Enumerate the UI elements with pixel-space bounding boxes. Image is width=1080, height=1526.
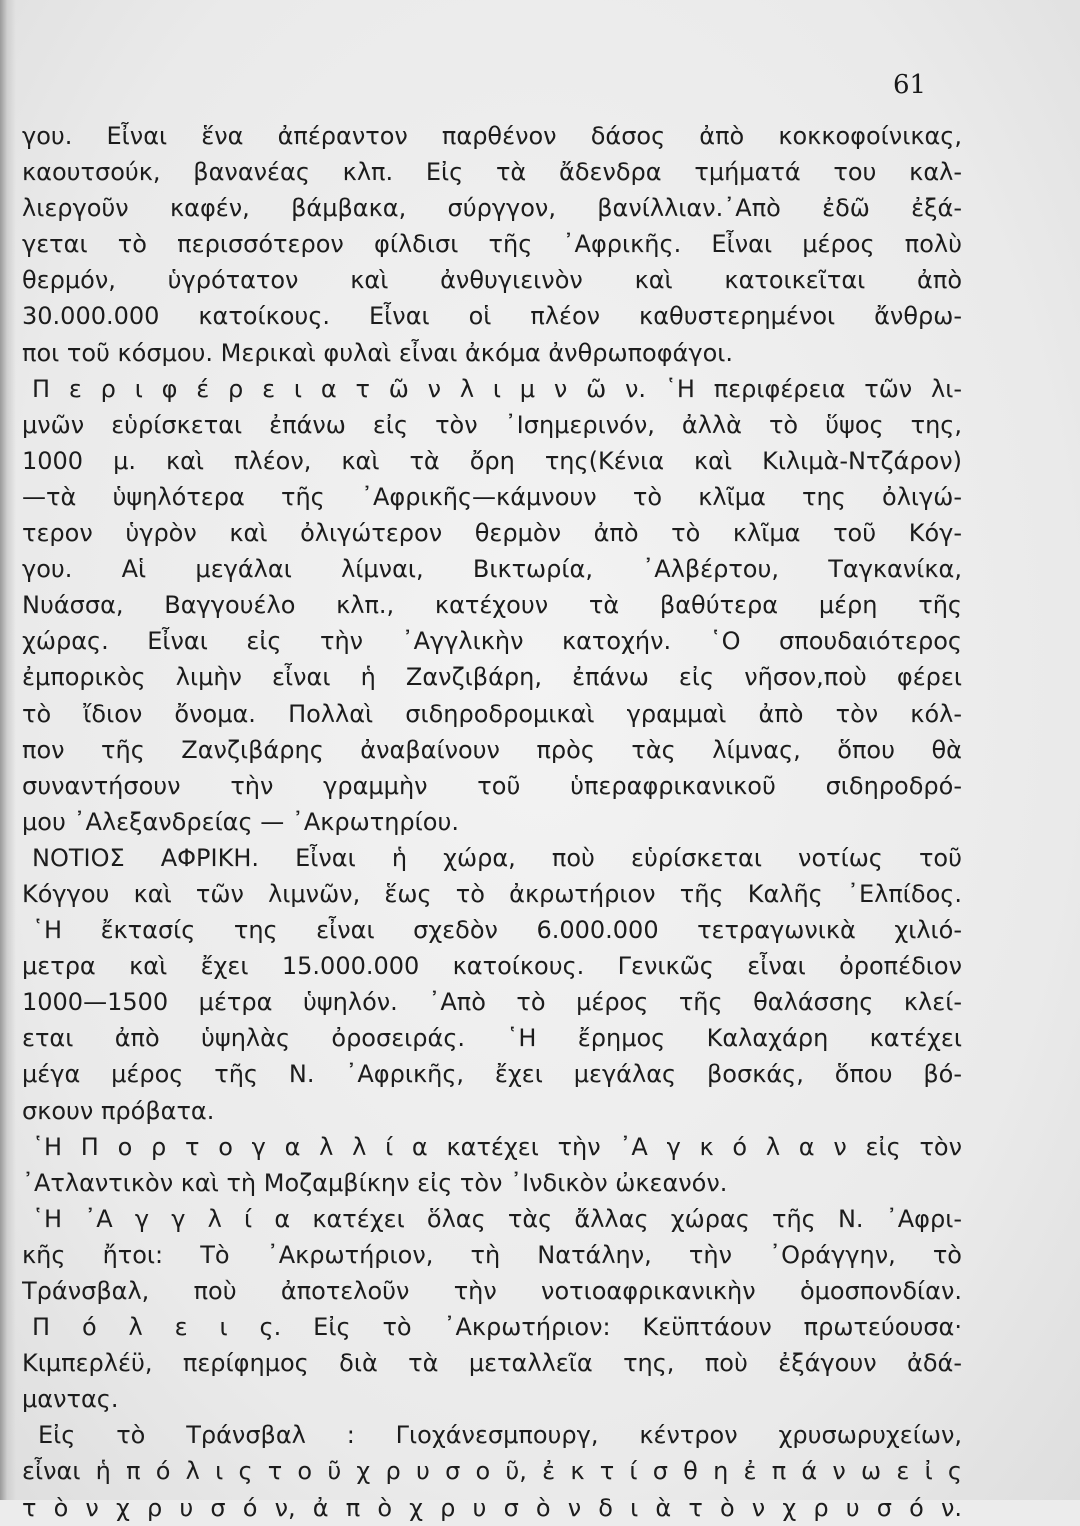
text-line: μου ᾿Αλεξανδρείας — ᾿Ακρωτηρίου.: [22, 807, 459, 836]
text-line: ποι τοῦ κόσμου. Μερικαὶ φυλαὶ εἶναι ἀκόμα ἀνθρωποφάγοι.: [22, 338, 734, 367]
text-line: εται ἀπὸ ὑψηλὰς ὀροσειράς. ῾Η ἔρημος Καλαχάρη κατέχει: [22, 1024, 962, 1053]
text-line: 1000 μ. καὶ πλέον, καὶ τὰ ὄρη της(Κένια καὶ Κιλιμὰ-Ντζάρον): [22, 446, 962, 475]
text-line: —τὰ ὑψηλότερα τῆς ᾿Αφρικῆς—κάμνουν τὸ κλῖμα της ὀλιγώ-: [22, 482, 962, 511]
text-line: μνῶν εὑρίσκεται ἐπάνω εἰς τὸν ᾿Ισημερινόν, ἀλλὰ τὸ ὕψος της,: [22, 410, 962, 439]
text-line: ῾Η ἔκτασίς της εἶναι σχεδὸν 6.000.000 τετραγωνικὰ χιλιό-: [32, 916, 962, 945]
text-line: Κιμπερλέϋ, περίφημος διὰ τὰ μεταλλεῖα της, ποὺ ἐξάγουν ἀδά-: [22, 1349, 962, 1378]
text-line: ῾Η Π ο ρ τ ο γ α λ λ ί α κατέχει τὴν ᾿Α γ κ ό λ α ν εἰς τὸν: [32, 1132, 962, 1161]
text-line: Νυάσσα, Βαγγουέλο κλπ., κατέχουν τὰ βαθύτερα μέρη τῆς: [22, 591, 962, 620]
text-line: γου. Αἱ μεγάλαι λίμναι, Βικτωρία, ᾿Αλβέρτου, Ταγκανίκα,: [22, 555, 962, 584]
text-line: Π ό λ ε ι ς. Εἰς τὸ ᾿Ακρωτήριον: Κεϋπτάουν πρωτεύουσα·: [32, 1313, 962, 1342]
text-line: εἶναι ἡ π ό λ ι ς τ ο ῦ χ ρ υ σ ο ῦ, ἐ κ τ ί σ θ η ἐ π ά ν ω ε ἰ ς: [22, 1457, 962, 1486]
text-line: μαντας.: [22, 1385, 119, 1414]
text-line: τὸ ἴδιον ὄνομα. Πολλαὶ σιδηροδρομικαὶ γραμμαὶ ἀπὸ τὸν κόλ-: [22, 699, 962, 728]
text-line: Τράνσβαλ, ποὺ ἀποτελοῦν τὴν νοτιοαφρικανικὴν ὁμοσπονδίαν.: [22, 1277, 962, 1305]
text-line: Κόγγου καὶ τῶν λιμνῶν, ἕως τὸ ἀκρωτήριον τῆς Καλῆς ᾿Ελπίδος.: [22, 879, 962, 908]
text-line: καουτσούκ, βανανέας κλπ. Εἰς τὰ ἄδενδρα τμήματά του καλ-: [22, 158, 962, 187]
text-line: χώρας. Εἶναι εἰς τὴν ᾿Αγγλικὴν κατοχήν. ῾Ο σπουδαιότερος: [22, 627, 962, 656]
text-line: κῆς ἤτοι: Τὸ ᾿Ακρωτήριον, τὴ Νατάλην, τὴν ᾿Οράγγην, τὸ: [22, 1240, 962, 1269]
text-line: ᾿Ατλαντικὸν καὶ τὴ Μοζαμβίκην εἰς τὸν ᾿Ινδικὸν ὠκεανόν.: [22, 1168, 728, 1197]
text-line: γεται τὸ περισσότερον φίλδισι τῆς ᾿Αφρικῆς. Εἶναι μέρος πολὺ: [22, 230, 962, 259]
text-line: τ ὸ ν χ ρ υ σ ό ν, ἀ π ὸ χ ρ υ σ ὸ ν δ ι ὰ τ ὸ ν χ ρ υ σ ό ν.: [22, 1493, 962, 1522]
text-line: Π ε ρ ι φ έ ρ ε ι α τ ῶ ν λ ι μ ν ῶ ν. ῾Η περιφέρεια τῶν λι-: [32, 374, 962, 403]
text-line: ΝΟΤΙΟΣ ΑΦΡΙΚΗ. Εἶναι ἡ χώρα, ποὺ εὑρίσκεται νοτίως τοῦ: [32, 843, 962, 872]
text-line: 1000—1500 μέτρα ὑψηλόν. ᾿Απὸ τὸ μέρος τῆς θαλάσσης κλεί-: [22, 988, 962, 1017]
text-line: θερμόν, ὑγρότατον καὶ ἀνθυγιεινὸν καὶ κατοικεῖται ἀπὸ: [22, 266, 962, 295]
text-line: λιεργοῦν καφέν, βάμβακα, σύργγον, βανίλλιαν.᾿Απὸ ἐδῶ ἐξά-: [22, 194, 962, 223]
text-line: γου. Εἶναι ἕνα ἀπέραντον παρθένον δάσος ἀπὸ κοκκοφοίνικας,: [22, 122, 962, 150]
text-line: 30.000.000 κατοίκους. Εἶναι οἱ πλέον καθυστερημένοι ἄνθρω-: [22, 302, 962, 331]
text-line: ῾Η ᾿Α γ γ λ ί α κατέχει ὅλας τὰς ἄλλας χώρας τῆς Ν. ᾿Αφρι-: [32, 1204, 962, 1233]
text-line: ἐμπορικὸς λιμὴν εἶναι ἡ Ζανζιβάρη, ἐπάνω εἰς νῆσον,ποὺ φέρει: [22, 663, 962, 692]
text-line: τερον ὑγρὸν καὶ ὀλιγώτερον θερμὸν ἀπὸ τὸ κλῖμα τοῦ Κόγ-: [22, 519, 962, 548]
page-gutter-shadow: [0, 0, 16, 1500]
text-line: σκουν πρόβατα.: [22, 1096, 215, 1125]
body-text: [22, 118, 962, 1526]
text-line: συναντήσουν τὴν γραμμὴν τοῦ ὑπεραφρικανικοῦ σιδηροδρό-: [22, 771, 962, 800]
page-number: 61: [893, 70, 927, 100]
text-line: μέγα μέρος τῆς Ν. ᾿Αφρικῆς, ἔχει μεγάλας βοσκάς, ὅπου βό-: [22, 1060, 962, 1089]
text-line: Εἰς τὸ Τράνσβαλ : Γιοχάνεσμπουργ, κέντρον χρυσωρυχείων,: [38, 1421, 962, 1450]
text-line: πον τῆς Ζανζιβάρης ἀναβαίνουν πρὸς τὰς λίμνας, ὅπου θὰ: [22, 735, 962, 764]
text-line: μετρα καὶ ἔχει 15.000.000 κατοίκους. Γενικῶς εἶναι ὀροπέδιον: [22, 952, 962, 981]
